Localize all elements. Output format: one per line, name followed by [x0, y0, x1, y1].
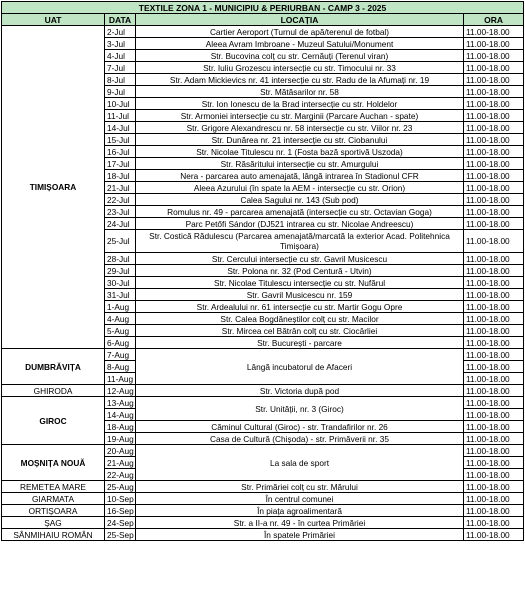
location-cell: Str. Primăriei colț cu str. Mărului [136, 481, 464, 493]
uat-cell: TIMIȘOARA [2, 26, 105, 349]
hours-cell: 11.00-18.00 [464, 469, 524, 481]
uat-cell: GIARMATA [2, 493, 105, 505]
hours-cell: 11.00-18.00 [464, 62, 524, 74]
date-cell: 18-Jul [105, 170, 136, 182]
hours-cell: 11.00-18.00 [464, 194, 524, 206]
hours-cell: 11.00-18.00 [464, 182, 524, 194]
hours-cell: 11.00-18.00 [464, 313, 524, 325]
header-uat: UAT [2, 14, 105, 26]
hours-cell: 11.00-18.00 [464, 325, 524, 337]
location-cell: Str. București - parcare [136, 337, 464, 349]
date-cell: 25-Sep [105, 529, 136, 541]
hours-cell: 11.00-18.00 [464, 146, 524, 158]
location-cell: Str. Mătăsarilor nr. 58 [136, 86, 464, 98]
hours-cell: 11.00-18.00 [464, 98, 524, 110]
uat-cell: ORTIȘOARA [2, 505, 105, 517]
hours-cell: 11.00-18.00 [464, 86, 524, 98]
date-cell: 2-Jul [105, 26, 136, 38]
date-cell: 22-Aug [105, 469, 136, 481]
date-cell: 21-Aug [105, 457, 136, 469]
date-cell: 12-Aug [105, 385, 136, 397]
location-cell: Str. Nicolae Titulescu intersecție cu str. Nufărul [136, 277, 464, 289]
hours-cell: 11.00-18.00 [464, 421, 524, 433]
header-row [2, 14, 524, 26]
location-cell: Aleea Azurului (în spate la AEM - intersecție cu str. Orion) [136, 182, 464, 194]
hours-cell: 11.00-18.00 [464, 122, 524, 134]
hours-cell: 11.00-18.00 [464, 385, 524, 397]
date-cell: 18-Aug [105, 421, 136, 433]
date-cell: 24-Jul [105, 218, 136, 230]
hours-cell: 11.00-18.00 [464, 493, 524, 505]
location-cell: Str. Cercului intersecție cu str. Gavril Musicescu [136, 253, 464, 265]
location-cell: În centrul comunei [136, 493, 464, 505]
location-cell: Calea Sagului nr. 143 (Sub pod) [136, 194, 464, 206]
location-cell: Căminul Cultural (Giroc) - str. Trandafirilor nr. 26 [136, 421, 464, 433]
location-cell: Str. Bucovina colț cu str. Cernăuți (Terenul viran) [136, 50, 464, 62]
location-cell: Str. Armoniei intersecție cu str. Marginii (Parcare Auchan - spate) [136, 110, 464, 122]
date-cell: 7-Aug [105, 349, 136, 361]
date-cell: 8-Jul [105, 74, 136, 86]
header-date: DATA [105, 14, 136, 26]
table-row [2, 481, 524, 493]
hours-cell: 11.00-18.00 [464, 481, 524, 493]
date-cell: 14-Jul [105, 122, 136, 134]
location-cell: Casa de Cultură (Chișoda) - str. Primăverii nr. 35 [136, 433, 464, 445]
hours-cell: 11.00-18.00 [464, 134, 524, 146]
hours-cell: 11.00-18.00 [464, 409, 524, 421]
location-cell: Nera - parcarea auto amenajată, lângă intrarea în Stadionul CFR [136, 170, 464, 182]
date-cell: 25-Aug [105, 481, 136, 493]
location-cell: La sala de sport [136, 445, 464, 481]
uat-cell: GHIRODA [2, 385, 105, 397]
location-cell: Lângă incubatorul de Afaceri [136, 349, 464, 385]
table-row [2, 26, 524, 38]
location-cell: Str. Ardealului nr. 61 intersecție cu str. Martir Gogu Opre [136, 301, 464, 313]
table-row [2, 349, 524, 361]
date-cell: 20-Aug [105, 445, 136, 457]
hours-cell: 11.00-18.00 [464, 206, 524, 218]
hours-cell: 11.00-18.00 [464, 373, 524, 385]
date-cell: 14-Aug [105, 409, 136, 421]
location-cell: Str. Ion Ionescu de la Brad intersecție cu str. Holdelor [136, 98, 464, 110]
date-cell: 4-Jul [105, 50, 136, 62]
location-cell: În piața agroalimentară [136, 505, 464, 517]
hours-cell: 11.00-18.00 [464, 265, 524, 277]
hours-cell: 11.00-18.00 [464, 170, 524, 182]
hours-cell: 11.00-18.00 [464, 361, 524, 373]
table-row [2, 517, 524, 529]
table-row [2, 445, 524, 457]
location-cell: Str. Mircea cel Bătrân colț cu str. Ciocârliei [136, 325, 464, 337]
location-cell: Str. Dunărea nr. 21 intersecție cu str. Ciobanului [136, 134, 464, 146]
date-cell: 5-Aug [105, 325, 136, 337]
date-cell: 4-Aug [105, 313, 136, 325]
hours-cell: 11.00-18.00 [464, 158, 524, 170]
uat-cell: ȘAG [2, 517, 105, 529]
hours-cell: 11.00-18.00 [464, 38, 524, 50]
location-cell: Str. Victoria după pod [136, 385, 464, 397]
date-cell: 24-Sep [105, 517, 136, 529]
date-cell: 13-Aug [105, 397, 136, 409]
date-cell: 1-Aug [105, 301, 136, 313]
hours-cell: 11.00-18.00 [464, 289, 524, 301]
date-cell: 11-Jul [105, 110, 136, 122]
location-cell: Str. Adam Mickievics nr. 41 intersecție cu str. Radu de la Afumați nr. 19 [136, 74, 464, 86]
location-cell: Str. Costică Rădulescu (Parcarea amenajată/marcată la exterior Acad. Politehnica Timișoara) [136, 230, 464, 253]
location-cell: Str. Gavril Musicescu nr. 159 [136, 289, 464, 301]
date-cell: 11-Aug [105, 373, 136, 385]
header-location: LOCAȚIA [136, 14, 464, 26]
hours-cell: 11.00-18.00 [464, 301, 524, 313]
uat-cell: SÂNMIHAIU ROMÂN [2, 529, 105, 541]
hours-cell: 11.00-18.00 [464, 277, 524, 289]
hours-cell: 11.00-18.00 [464, 505, 524, 517]
schedule-table [1, 1, 524, 541]
location-cell: Str. Nicolae Titulescu nr. 1 (Fosta bază sportivă Uszoda) [136, 146, 464, 158]
uat-cell: GIROC [2, 397, 105, 445]
table-row [2, 529, 524, 541]
table-row [2, 493, 524, 505]
date-cell: 23-Jul [105, 206, 136, 218]
hours-cell: 11.00-18.00 [464, 337, 524, 349]
hours-cell: 11.00-18.00 [464, 457, 524, 469]
date-cell: 30-Jul [105, 277, 136, 289]
date-cell: 28-Jul [105, 253, 136, 265]
date-cell: 22-Jul [105, 194, 136, 206]
hours-cell: 11.00-18.00 [464, 253, 524, 265]
hours-cell: 11.00-18.00 [464, 110, 524, 122]
date-cell: 29-Jul [105, 265, 136, 277]
uat-cell: MOȘNIȚA NOUĂ [2, 445, 105, 481]
location-cell: Romulus nr. 49 - parcarea amenajată (intersecție cu str. Octavian Goga) [136, 206, 464, 218]
date-cell: 10-Sep [105, 493, 136, 505]
location-cell: În spatele Primăriei [136, 529, 464, 541]
location-cell: Str. Unității, nr. 3 (Giroc) [136, 397, 464, 421]
table-row [2, 505, 524, 517]
date-cell: 31-Jul [105, 289, 136, 301]
table-row [2, 385, 524, 397]
location-cell: Str. Polona nr. 32 (Pod Centură - Utvin) [136, 265, 464, 277]
hours-cell: 11.00-18.00 [464, 218, 524, 230]
date-cell: 17-Jul [105, 158, 136, 170]
location-cell: Str. Grigore Alexandrescu nr. 58 intersecție cu str. Viilor nr. 23 [136, 122, 464, 134]
date-cell: 3-Jul [105, 38, 136, 50]
date-cell: 8-Aug [105, 361, 136, 373]
hours-cell: 11.00-18.00 [464, 445, 524, 457]
date-cell: 7-Jul [105, 62, 136, 74]
location-cell: Str. Răsăritului intersecție cu str. Amurgului [136, 158, 464, 170]
uat-cell: DUMBRĂVIȚA [2, 349, 105, 385]
hours-cell: 11.00-18.00 [464, 230, 524, 253]
date-cell: 16-Sep [105, 505, 136, 517]
date-cell: 19-Aug [105, 433, 136, 445]
hours-cell: 11.00-18.00 [464, 529, 524, 541]
location-cell: Aleea Avram Imbroane - Muzeul Satului/Monument [136, 38, 464, 50]
hours-cell: 11.00-18.00 [464, 74, 524, 86]
date-cell: 21-Jul [105, 182, 136, 194]
date-cell: 16-Jul [105, 146, 136, 158]
location-cell: Str. Calea Bogdăneștilor colț cu str. Macilor [136, 313, 464, 325]
hours-cell: 11.00-18.00 [464, 349, 524, 361]
date-cell: 9-Jul [105, 86, 136, 98]
date-cell: 25-Jul [105, 230, 136, 253]
hours-cell: 11.00-18.00 [464, 517, 524, 529]
date-cell: 10-Jul [105, 98, 136, 110]
location-cell: Str. Iuliu Grozescu intersecție cu str. Timocului nr. 33 [136, 62, 464, 74]
table-title-row [2, 2, 524, 14]
location-cell: Str. a II-a nr. 49 - în curtea Primăriei [136, 517, 464, 529]
table-row [2, 397, 524, 409]
hours-cell: 11.00-18.00 [464, 26, 524, 38]
header-hours: ORA [464, 14, 524, 26]
uat-cell: REMETEA MARE [2, 481, 105, 493]
hours-cell: 11.00-18.00 [464, 433, 524, 445]
table-title: TEXTILE ZONA 1 - MUNICIPIU & PERIURBAN - CAMP 3 - 2025 [2, 2, 524, 14]
location-cell: Parc Petőfi Sándor (DJ521 intrarea cu str. Nicolae Andreescu) [136, 218, 464, 230]
date-cell: 15-Jul [105, 134, 136, 146]
date-cell: 6-Aug [105, 337, 136, 349]
hours-cell: 11.00-18.00 [464, 50, 524, 62]
hours-cell: 11.00-18.00 [464, 397, 524, 409]
location-cell: Cartier Aeroport (Turnul de apă/terenul de fotbal) [136, 26, 464, 38]
